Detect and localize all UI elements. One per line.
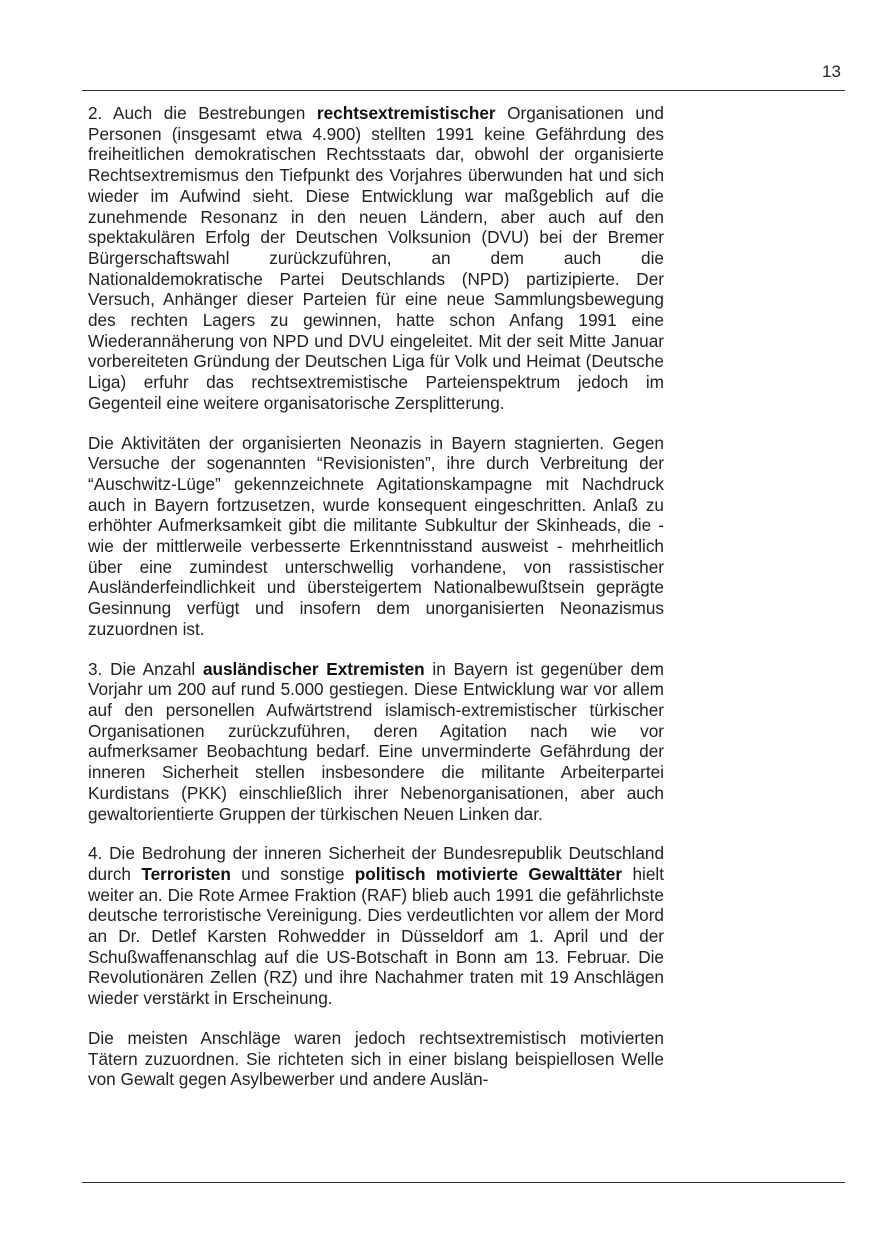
header-rule (82, 90, 845, 91)
text-segment: 4. Die Bedrohung der inneren Sicherheit der Bundesrepublik Deutschland durch (88, 843, 664, 884)
paragraph-auslaendische-extremisten (88, 659, 664, 825)
text-segment: und sonstige (230, 863, 355, 884)
text-segment: hielt weiter an. Die Rote Armee Fraktion (RAF) blieb auch 1991 die gefährlichste deutsche terroristische Vereinigung. Dies verdeutlichten vor allem der Mord an Dr. Detlef Karsten Rohwedder in Düsseldorf am 1. April und der Schußwaffenanschlag auf die US-Botschaft in Bonn am 13. Februar. Die Revolutionären Zellen (RZ) und ihre Nachahmer traten mit 19 Anschlägen wieder verstärkt in Erscheinung. (88, 863, 664, 1009)
text-segment: 2. Auch die Bestrebungen (88, 103, 317, 123)
paragraph-anschlaege (88, 1028, 664, 1090)
text-segment: Die meisten Anschläge waren jedoch rechtsextremistisch motivierten Tätern zuzuordnen. Sie richteten sich in einer bislang beispiellosen Welle von Gewalt gegen Asylbewerber und andere Auslän- (88, 1027, 664, 1090)
text-segment: 3. Die Anzahl (88, 658, 203, 679)
bold-term-rechtsextremistischer: rechtsextremistischer (316, 103, 496, 123)
text-segment: Organisationen und Personen (insgesamt etwa 4.900) stellten 1991 keine Gefährdung des freiheitlichen demokratischen Rechtsstaats dar, obwohl der organisierte Rechtsextremismus den Tiefpunkt des Vorjahres überwunden hat und sich wieder im Aufwind sieht. Diese Entwicklung war maßgeblich auf die zunehmende Resonanz in den neuen Ländern, aber auch auf den spektakulären Erfolg der Deutschen Volksunion (DVU) bei der Bremer Bürgerschaftswahl zurückzuführen, an dem auch die Nationaldemokratische Partei Deutschlands (NPD) partizipierte. Der Versuch, Anhänger dieser Parteien für eine neue Sammlungsbewegung des rechten Lagers zu gewinnen, hatte schon Anfang 1991 eine Wiederannäherung von NPD und DVU eingeleitet. Mit der seit Mitte Januar vorbereiteten Gründung der Deutschen Liga für Volk und Heimat (Deutsche Liga) erfuhr das rechtsextremistische Parteienspektrum jedoch im Gegenteil eine weitere organisatorische Zersplitterung. (88, 103, 664, 413)
paragraph-neonazis (88, 433, 664, 640)
text-segment: Die Aktivitäten der organisierten Neonazis in Bayern stagnierten. Gegen Versuche der sogenannten “Revisionisten”, ihre durch Verbreitung der “Auschwitz-Lüge” gekennzeichnete Agitationskampagne mit Nachdruck auch in Bayern fortzusetzen, wurde konsequent eingeschritten. Anlaß zu erhöhter Aufmerksamkeit gibt die militante Subkultur der Skinheads, die - wie der mittlerweile verbesserte Erkenntnisstand ausweist - mehrheitlich über eine zumindest unterschwellig vorhandene, von rassistischer Ausländerfeindlichkeit und übersteigertem Nationalbewußtsein geprägte Gesinnung verfügt und insofern dem unorganisierten Neonazismus zuzuordnen ist. (88, 432, 664, 639)
bold-term-auslaendischer-extremisten: ausländischer Extremisten (202, 658, 425, 679)
page-number: 13 (822, 62, 841, 81)
paragraph-terrorismus (88, 843, 664, 1009)
footer-rule (82, 1182, 845, 1183)
bold-term-gewalttaeter: politisch motivierte Gewalttäter (354, 863, 623, 884)
bold-term-terroristen: Terroristen (141, 863, 231, 884)
body-text (88, 103, 664, 1109)
paragraph-rechtsextremismus (88, 103, 664, 414)
text-segment: in Bayern ist gegenüber dem Vorjahr um 200 auf rund 5.000 gestiegen. Diese Entwicklung war vor allem auf den personellen Aufwärtstrend islamisch-extremistischer türkischer Organisationen zurückzuführen, deren Agitation nach wie vor aufmerksamer Beobachtung bedarf. Eine unverminderte Gefährdung der inneren Sicherheit stellen insbesondere die militante Arbeiterpartei Kurdistans (PKK) einschließlich ihrer Nebenorganisationen, aber auch gewaltorientierte Gruppen der türkischen Neuen Linken dar. (88, 658, 664, 824)
